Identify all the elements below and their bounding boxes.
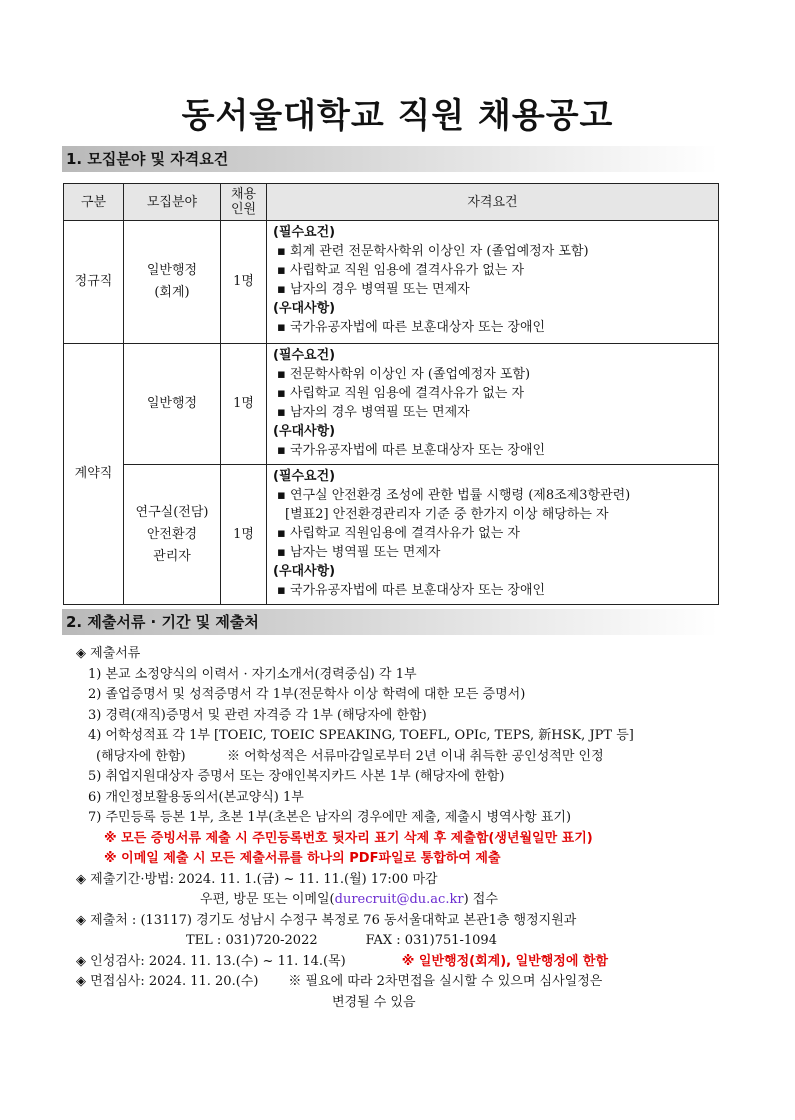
- aptitude-test-date: ◈ 인성검사: 2024. 11. 13.(수) ~ 11. 14.(목): [76, 953, 346, 969]
- required-item: ▪ 남자의 경우 병역필 또는 면제자: [277, 282, 470, 297]
- interview: [76, 972, 736, 993]
- document-item: 4) 어학성적표 각 1부 [TOEIC, TOEIC SPEAKING, TOEFL, OPIc, TEPS, 新HSK, JPT 등]: [88, 728, 634, 743]
- aptitude-test: [76, 952, 736, 973]
- required-item: ▪ 전문학사학위 이상인 자 (졸업예정자 포함): [277, 367, 531, 382]
- qualification-cell: [267, 221, 719, 344]
- preference-item: ▪ 국가유공자법에 따른 보훈대상자 또는 장애인: [277, 320, 546, 335]
- required-item: ▪ 남자는 병역필 또는 면제자: [277, 545, 441, 560]
- phone-number: TEL : 031)720-2022: [186, 933, 318, 948]
- required-item: ▪ 연구실 안전환경 조성에 관한 법률 시행령 (제8조제3항관련): [277, 488, 631, 503]
- submission-method-text: 우편, 방문 또는 이메일(: [200, 892, 335, 907]
- table-row: [64, 465, 719, 605]
- required-item: [별표2] 안전환경관리자 기준 중 한가지 이상 해당하는 자: [285, 507, 609, 522]
- field-cell: 연구실(전담) 안전환경 관리자: [124, 465, 221, 605]
- required-item: ▪ 사립학교 직원임용에 결격사유가 없는 자: [277, 526, 520, 541]
- warning-id-number: ※ 모든 증빙서류 제출 시 주민등록번호 뒷자리 표기 삭제 후 제출함(생년월일만 표기): [104, 830, 593, 846]
- table-row: [64, 221, 719, 344]
- document-item: 7) 주민등록 등본 1부, 초본 1부(초본은 남자의 경우에만 제출, 제출시 병역사항 표기): [88, 810, 572, 825]
- required-label: (필수요건): [273, 225, 336, 240]
- qualification-cell: [267, 344, 719, 465]
- count-cell: 1명: [221, 221, 267, 344]
- count-cell: 1명: [221, 465, 267, 605]
- documents-section: [76, 644, 736, 1013]
- preference-label: (우대사항): [273, 564, 336, 579]
- field-cell: 일반행정: [124, 344, 221, 465]
- required-item: ▪ 사립학교 직원 임용에 결격사유가 없는 자: [277, 263, 525, 278]
- document-item: 1) 본교 소정양식의 이력서 · 자기소개서(경력중심) 각 1부: [88, 666, 417, 682]
- fax-number: FAX : 031)751-1094: [365, 933, 497, 948]
- interview-note: ※ 필요에 따라 2차면접을 실시할 수 있으며 심사일정은: [288, 974, 603, 989]
- preference-item: ▪ 국가유공자법에 따른 보훈대상자 또는 장애인: [277, 443, 546, 458]
- interview-note-cont: 변경될 수 있음: [332, 994, 416, 1010]
- contact-line: [76, 931, 736, 952]
- document-item: 3) 경력(재직)증명서 및 관련 자격증 각 1부 (해당자에 한함): [88, 707, 427, 723]
- required-label: (필수요건): [273, 348, 336, 363]
- document-item: 6) 개인정보활용동의서(본교양식) 1부: [88, 789, 304, 805]
- field-cell: 일반행정 (회계): [124, 221, 221, 344]
- submission-period: ◈ 제출기간·방법: 2024. 11. 1.(금) ~ 11. 11.(월) 17:00 마감: [76, 871, 438, 887]
- documents-heading: ◈ 제출서류: [76, 646, 141, 661]
- preference-label: (우대사항): [273, 301, 336, 316]
- required-label: (필수요건): [273, 469, 336, 484]
- header-count: 채용 인원: [221, 184, 267, 221]
- page-title: 동서울대학교 직원 채용공고: [181, 96, 614, 136]
- requirements-table: [63, 183, 719, 605]
- submission-method: [76, 890, 736, 911]
- section-heading-documents: 2. 제출서류 · 기간 및 제출처: [62, 609, 718, 635]
- submission-method-text: ) 접수: [463, 892, 498, 907]
- warning-pdf: ※ 이메일 제출 시 모든 제출서류를 하나의 PDF파일로 통합하여 제출: [104, 851, 501, 866]
- document-item: 5) 취업지원대상자 증명서 또는 장애인복지카드 사본 1부 (해당자에 한함): [88, 769, 505, 784]
- preference-item: ▪ 국가유공자법에 따른 보훈대상자 또는 장애인: [277, 583, 546, 598]
- interview-date: ◈ 면접심사: 2024. 11. 20.(수): [76, 974, 259, 989]
- document-item-note: (해당자에 한함) ※ 어학성적은 서류마감일로부터 2년 이내 취득한 공인성적만 인정: [96, 748, 604, 764]
- section-heading-requirements: 1. 모집분야 및 자격요건: [62, 146, 718, 172]
- table-header-row: [64, 184, 719, 221]
- category-regular: 정규직: [64, 221, 124, 344]
- count-cell: 1명: [221, 344, 267, 465]
- aptitude-test-note: ※ 일반행정(회계), 일반행정에 한함: [401, 953, 609, 969]
- qualification-cell: [267, 465, 719, 605]
- table-row: [64, 344, 719, 465]
- document-item: 2) 졸업증명서 및 성적증명서 각 1부(전문학사 이상 학력에 대한 모든 증명서): [88, 687, 526, 702]
- required-item: ▪ 사립학교 직원 임용에 결격사유가 없는 자: [277, 386, 525, 401]
- preference-label: (우대사항): [273, 424, 336, 439]
- submission-place: ◈ 제출처 : (13117) 경기도 성남시 수정구 복정로 76 동서울대학교 본관1층 행정지원과: [76, 912, 577, 928]
- required-item: ▪ 남자의 경우 병역필 또는 면제자: [277, 405, 470, 420]
- header-field: 모집분야: [124, 184, 221, 221]
- category-contract: 계약직: [64, 344, 124, 605]
- header-qualifications: 자격요건: [267, 184, 719, 221]
- header-category: 구분: [64, 184, 124, 221]
- recruit-email-link[interactable]: durecruit@du.ac.kr: [334, 892, 464, 907]
- required-item: ▪ 회계 관련 전문학사학위 이상인 자 (졸업예정자 포함): [277, 244, 589, 259]
